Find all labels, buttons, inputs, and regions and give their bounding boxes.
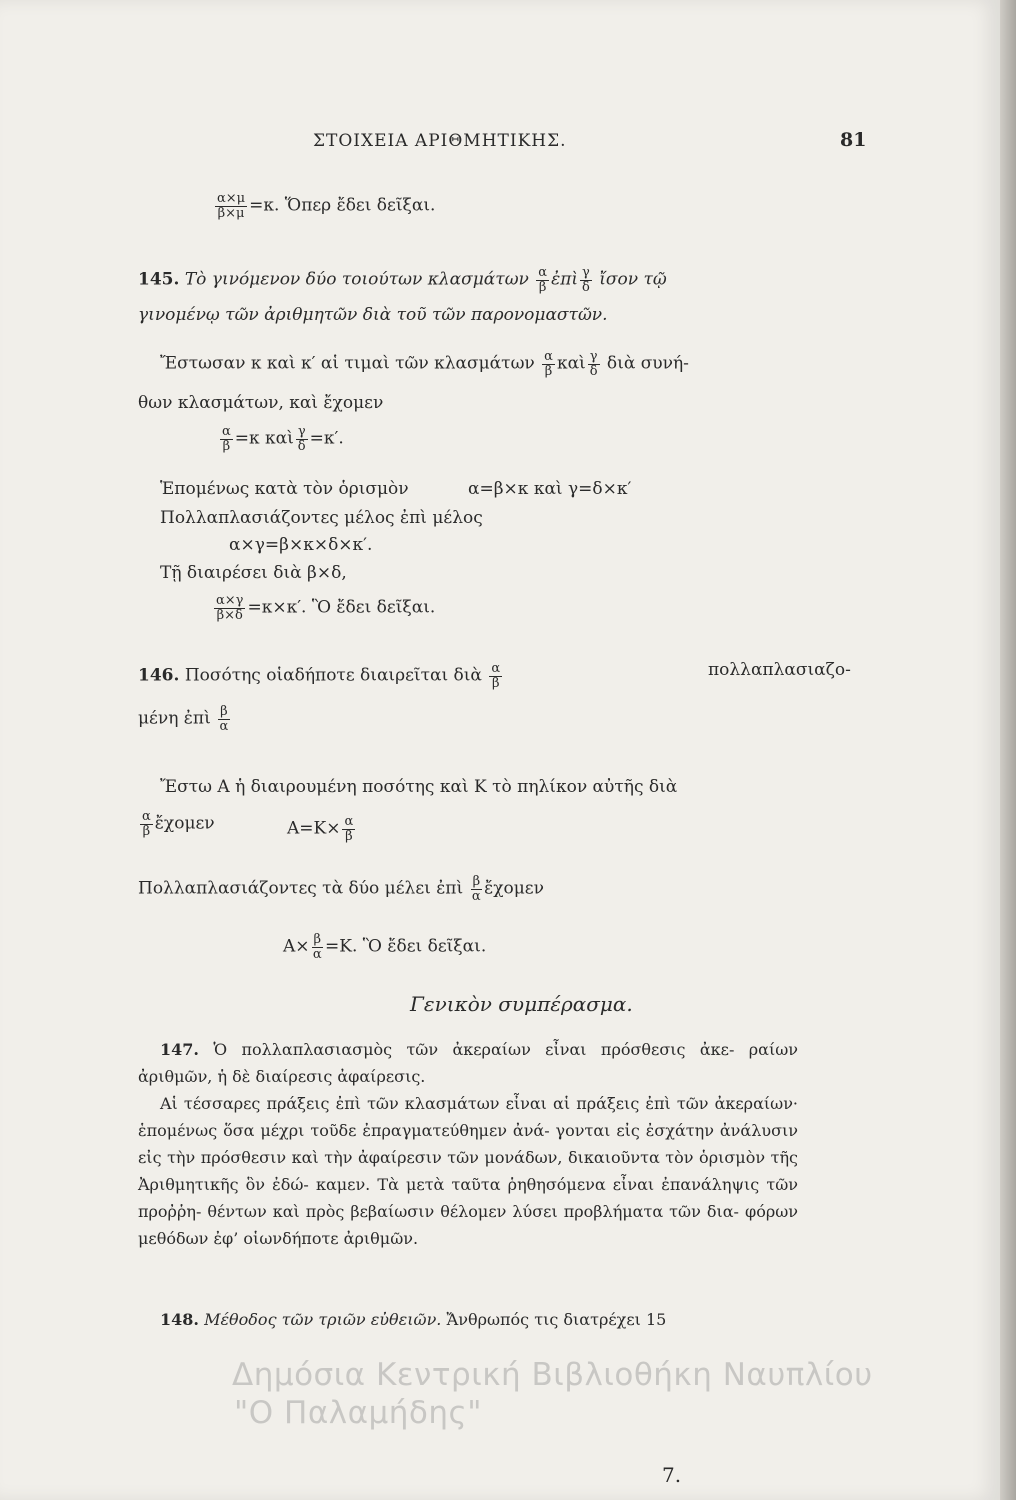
running-header: ΣΤΟΙΧΕΙΑ ΑΡΙΘΜΗΤΙΚΗΣ. — [313, 131, 567, 151]
equation-line: α×γ=β×κ×δ×κ′. — [229, 535, 373, 555]
paragraph-148: 148. Μέθοδος τῶν τριῶν εὐθειῶν. Ἄνθρωπός τις διατρέχει 15 — [160, 1310, 667, 1329]
equation-line: $\frac{\alpha}{\beta}$ ἔχομεν — [142, 809, 215, 839]
page-edge — [1000, 0, 1016, 1500]
page-number: 81 — [840, 129, 867, 151]
library-watermark: Δημόσια Κεντρική Βιβλιοθήκη Ναυπλίου "Ο Παλαμήδης" — [232, 1357, 873, 1431]
text-line: γινομένῳ τῶν ἀριθμητῶν διὰ τοῦ τῶν παρονομαστῶν. — [138, 305, 608, 325]
equation-line: α=β×κ καὶ γ=δ×κ′ — [468, 479, 632, 499]
text-line: Τῇ διαιρέσει διὰ β×δ, — [160, 563, 347, 583]
proposition-145: 145. Τὸ γινόμενον δύο τοιούτων κλασμάτων $\frac{\alpha}{\beta}$ ἐπὶ $\frac{\gamma}{\delta}$ ἴσον τῷ — [138, 265, 667, 295]
equation-line: Α× $\frac{\beta}{\alpha}$ =Κ. Ὃ ἔδει δεῖξαι. — [283, 932, 487, 962]
signature-mark: 7. — [662, 1463, 682, 1487]
equation-line: $\frac{\alpha\times\gamma}{\beta\times\delta}$ =κ×κ′. Ὃ ἔδει δεῖξαι. — [216, 593, 436, 623]
text-line: θων κλασμάτων, καὶ ἔχομεν — [138, 393, 384, 413]
text-line: Πολλαπλασιάζοντες μέλος ἐπὶ μέλος — [160, 508, 483, 528]
proposition-146: 146. Ποσότης οἱαδήποτε διαιρεῖται διὰ $\frac{\alpha}{\beta}$ — [138, 661, 501, 691]
equation-line: $\frac{\alpha\times\mu}{\beta\times\mu}$ =κ. Ὅπερ ἔδει δεῖξαι. — [217, 191, 436, 221]
section-title: Γενικὸν συμπέρασμα. — [410, 992, 633, 1016]
fraction: $\frac{\alpha\times\mu}{\beta\times\mu}$ — [217, 191, 246, 221]
paragraph: Αἱ τέσσαρες πράξεις ἐπὶ τῶν κλασμάτων εἶναι αἱ πράξεις ἐπὶ τῶν ἀκεραίων· ἑπομένως ὅσα μέχρι τοῦδε ἐπραγματεύθημεν ἀνά- γονται εἰς ἐσχάτην ἀνάλυσιν εἰς τὴν πρόσθεσιν καὶ τὴν ἀφαίρεσιν τῶν μονάδων, δικαιοῦντα τὸν ὁρισμὸν τῆς Ἀριθμητικῆς ὃν ἐδώ- καμεν. Τὰ μετὰ ταῦτα ῥηθησόμενα εἶναι ἐπανάληψις τῶν προῤῥη- θέντων καὶ πρὸς βεβαίωσιν θέλομεν λύσει προβλήματα τῶν δια- φόρων μεθόδων ἐφ’ οἱωνδήποτε ἀριθμῶν. — [138, 1094, 798, 1248]
text-line: Ἑπομένως κατὰ τὸν ὁρισμὸν — [160, 479, 409, 499]
text-line: Ἔστωσαν κ καὶ κ′ αἱ τιμαὶ τῶν κλασμάτων $\frac{\alpha}{\beta}$ καὶ $\frac{\gamma}{\delta}$ διὰ συνή- — [160, 349, 689, 379]
equation-line: $\frac{\alpha}{\beta}$ =κ καὶ $\frac{\gamma}{\delta}$ =κ′. — [222, 424, 344, 454]
equation-line: Α=Κ× $\frac{\alpha}{\beta}$ — [287, 814, 354, 844]
text-line: Πολλαπλασιάζοντες τὰ δύο μέλει ἐπὶ $\frac{\beta}{\alpha}$ ἔχομεν — [138, 874, 544, 904]
text-line: Ἔστω Α ἡ διαιρουμένη ποσότης καὶ Κ τὸ πηλίκον αὐτῆς διὰ — [160, 777, 678, 797]
paragraph-147: 147. Ὁ πολλαπλασιασμὸς τῶν ἀκεραίων εἶναι πρόσθεσις ἀκε- ραίων ἀριθμῶν, ἡ δὲ διαίρεσις ἀφαίρεσις. — [138, 1040, 798, 1086]
text-line: πολλαπλασιαζο- — [708, 660, 851, 680]
text-line: μένη ἐπὶ $\frac{\beta}{\alpha}$ — [138, 704, 229, 734]
